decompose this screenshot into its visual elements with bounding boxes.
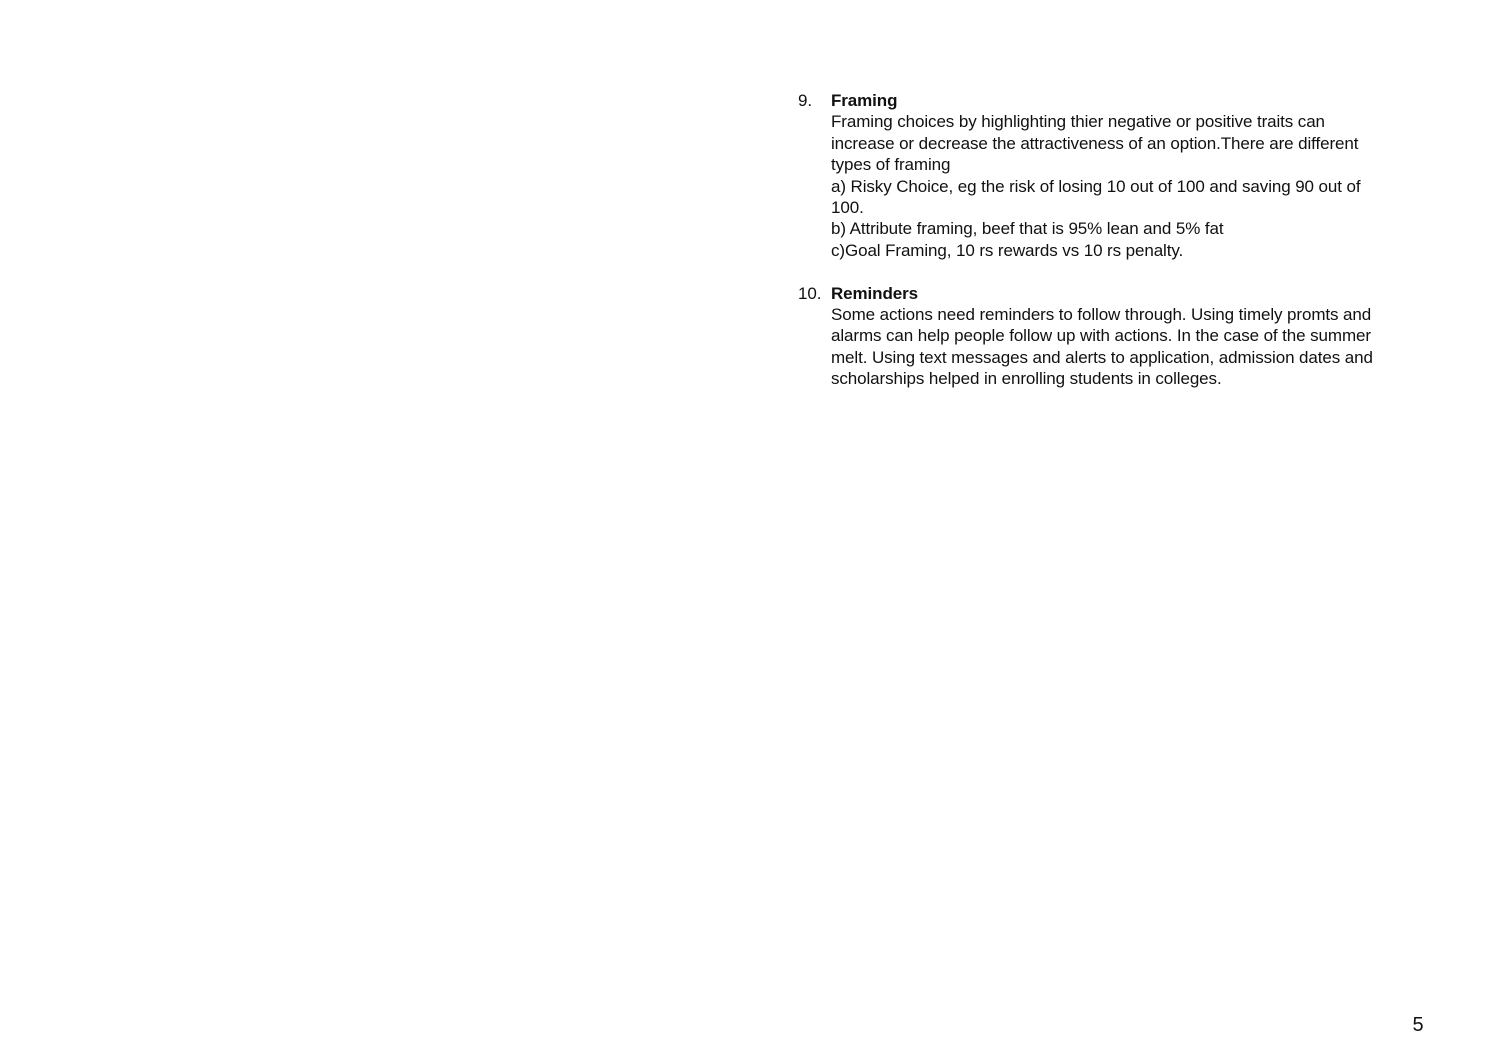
- paragraph-line: 100.: [831, 198, 864, 218]
- list-item-title: Reminders: [831, 283, 918, 303]
- paragraph-line: alarms can help people follow up with actions. In the case of the summer: [831, 326, 1371, 346]
- list-item-number: 9.: [798, 91, 812, 110]
- numbered-list: [795, 90, 1420, 390]
- paragraph-line: scholarships helped in enrolling students in colleges.: [831, 369, 1222, 389]
- paragraph-line: b) Attribute framing, beef that is 95% lean and 5% fat: [831, 219, 1224, 239]
- list-item-framing: [795, 90, 1420, 261]
- page-number: 5: [1412, 1014, 1424, 1036]
- paragraph-line: types of framing: [831, 155, 951, 175]
- paragraph-line: Some actions need reminders to follow through. Using timely promts and: [831, 305, 1372, 325]
- paragraph-line: a) Risky Choice, eg the risk of losing 10 out of 100 and saving 90 out of: [831, 176, 1361, 196]
- list-item-number: 10.: [798, 283, 822, 303]
- paragraph-line: increase or decrease the attractiveness of an option.There are different: [831, 133, 1359, 153]
- list-item-title: Framing: [831, 91, 898, 110]
- paragraph-line: melt. Using text messages and alerts to application, admission dates and: [831, 347, 1373, 367]
- paragraph-line: c)Goal Framing, 10 rs rewards vs 10 rs penalty.: [831, 240, 1184, 260]
- list-item-reminders: [795, 283, 1420, 390]
- paragraph-line: Framing choices by highlighting thier negative or positive traits can: [831, 112, 1325, 132]
